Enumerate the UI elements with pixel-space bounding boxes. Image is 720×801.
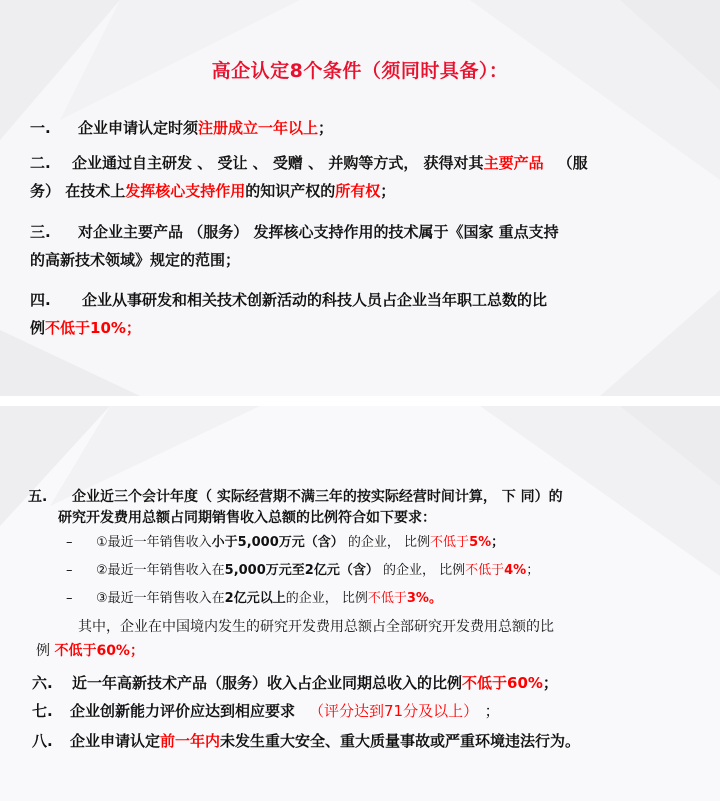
condition-4: 四. 企业从事研发和相关技术创新活动的科技人员占企业当年职工总数的比 例不低于10%； [30, 291, 548, 337]
condition-5: 五. 企业近三个会计年度（ 实际经营期不满三年的按实际经营时间计算， 下 同）的 [28, 489, 563, 505]
slide-separator [0, 396, 720, 406]
condition-5-sub-1: – ①最近一年销售收入小于5,000万元（含） 的企业， 比例不低于5%； [66, 535, 505, 550]
slide-top [0, 0, 720, 396]
condition-5-note: 其中，企业在中国境内发生的研究开发费用总额占全部研究开发费用总额的比 [78, 619, 554, 635]
condition-6: 六. 近一年高新技术产品（服务）收入占企业同期总收入的比例不低于60%； [32, 674, 558, 692]
condition-5-sub-2: – ②最近一年销售收入在5,000万元至2亿元（含） 的企业， 比例不低于4%； [66, 563, 540, 578]
condition-1: 一. 企业申请认定时须注册成立一年以上； [30, 119, 334, 137]
condition-5-note-continuation: 例 不低于60%； [36, 643, 144, 659]
condition-2: 二. 企业通过自主研发 、 受让 、 受赠 、 并购等方式， 获得对其主要产品 （服 务） 在技术上发挥核心支持作用的知识产权的所有权； [30, 154, 588, 200]
condition-8: 八. 企业申请认定前一年内未发生重大安全、重大质量事故或严重环境违法行为。 [32, 732, 581, 750]
condition-5-continuation: 研究开发费用总额占同期销售收入总额的比例符合如下要求： [58, 510, 436, 526]
condition-7: 七. 企业创新能力评价应达到相应要求 （评分达到71分及以上） ； [32, 702, 500, 720]
page-title: 高企认定8个条件（须同时具备）： [211, 60, 509, 82]
condition-3: 三. 对企业主要产品 （服务） 发挥核心支持作用的技术属于《国家 重点支持 的高新技术领域》规定的范围； [30, 223, 559, 269]
condition-5-sub-3: – ③最近一年销售收入在2亿元以上的企业， 比例不低于3%。 [66, 591, 442, 606]
slide-bottom [0, 406, 720, 801]
